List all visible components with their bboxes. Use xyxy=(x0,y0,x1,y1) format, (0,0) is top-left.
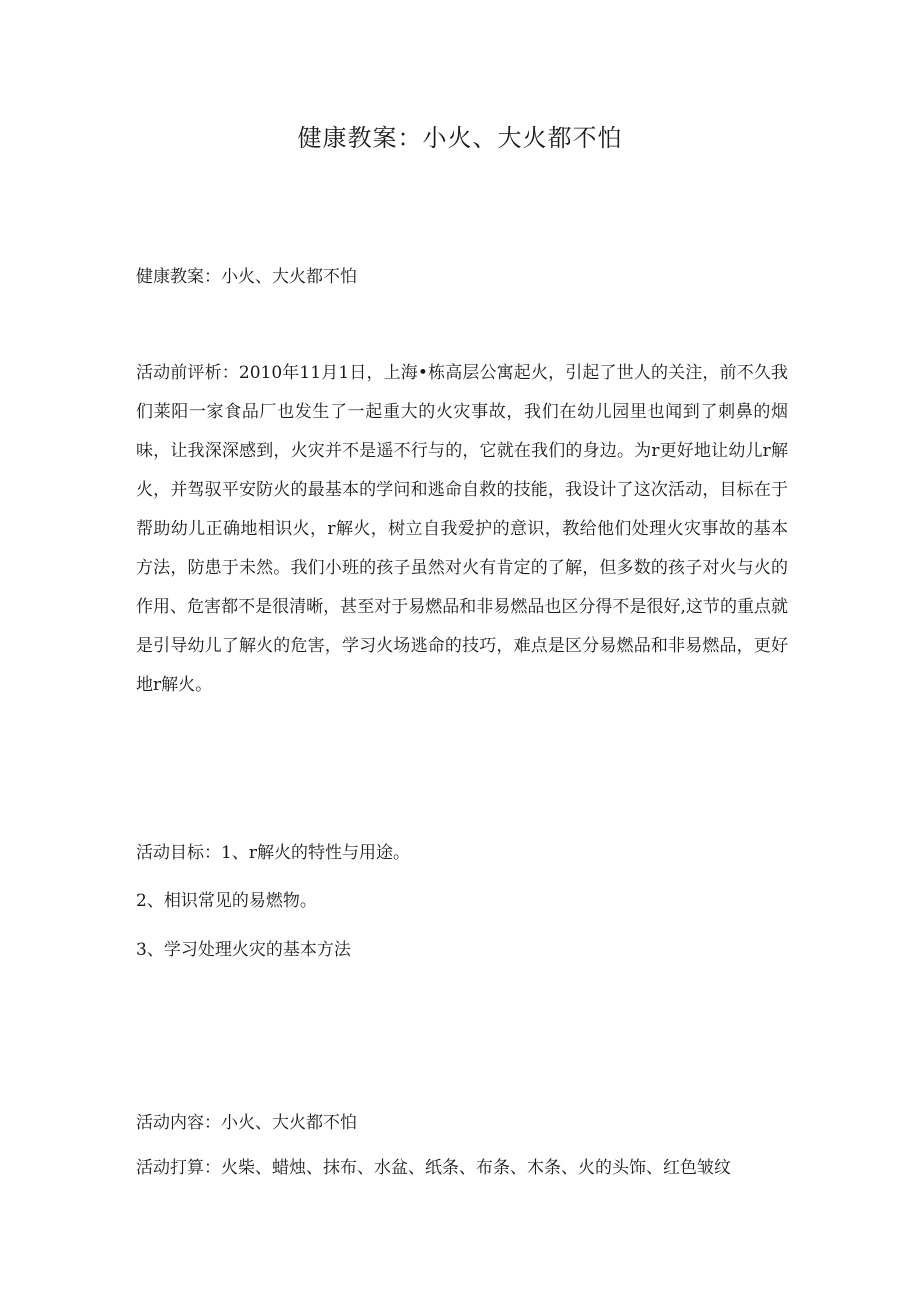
evaluation-paragraph: 活动前评析：2010年11月1日，上海•栋高层公寓起火，引起了世人的关注，前不久我们莱阳一家食品厂也发生了一起重大的火灾事故，我们在幼儿园里也闻到了刺鼻的烟味，让我深深感到，火灾并不是遥不行与的，它就在我们的身边。为r更好地让幼儿r解火，并驾驭平安防火的最基本的学问和逃命自救的技能，我设计了这次活动，目标在于帮助幼儿正确地相识火，r解火，树立自我爱护的意识，教给他们处理火灾事故的基本方法，防患于未然。我们小班的孩子虽然对火有肯定的了解，但多数的孩子对火与火的作用、危害都不是很清晰，甚至对于易燃品和非易燃品也区分得不是很好,这节的重点就是引导幼儿了解火的危害，学习火场逃命的技巧，难点是区分易燃品和非易燃品，更好地r解火。 xyxy=(136,363,788,695)
goal-line-3: 3、学习处理火灾的基本方法 xyxy=(136,940,351,960)
goal-line-2: 2、相识常见的易燃物。 xyxy=(136,891,317,911)
document-subtitle: 健康教案：小火、大火都不怕 xyxy=(136,267,357,287)
content-line: 活动内容：小火、大火都不怕 xyxy=(136,1113,357,1133)
preparation-line: 活动打算：火柴、蜡烛、抹布、水盆、纸条、布条、木条、火的头饰、红色皱纹 xyxy=(136,1158,731,1178)
goal-line-1: 活动目标：1、r解火的特性与用途。 xyxy=(136,843,410,863)
document-title: 健康教案：小火、大火都不怕 xyxy=(297,124,623,152)
